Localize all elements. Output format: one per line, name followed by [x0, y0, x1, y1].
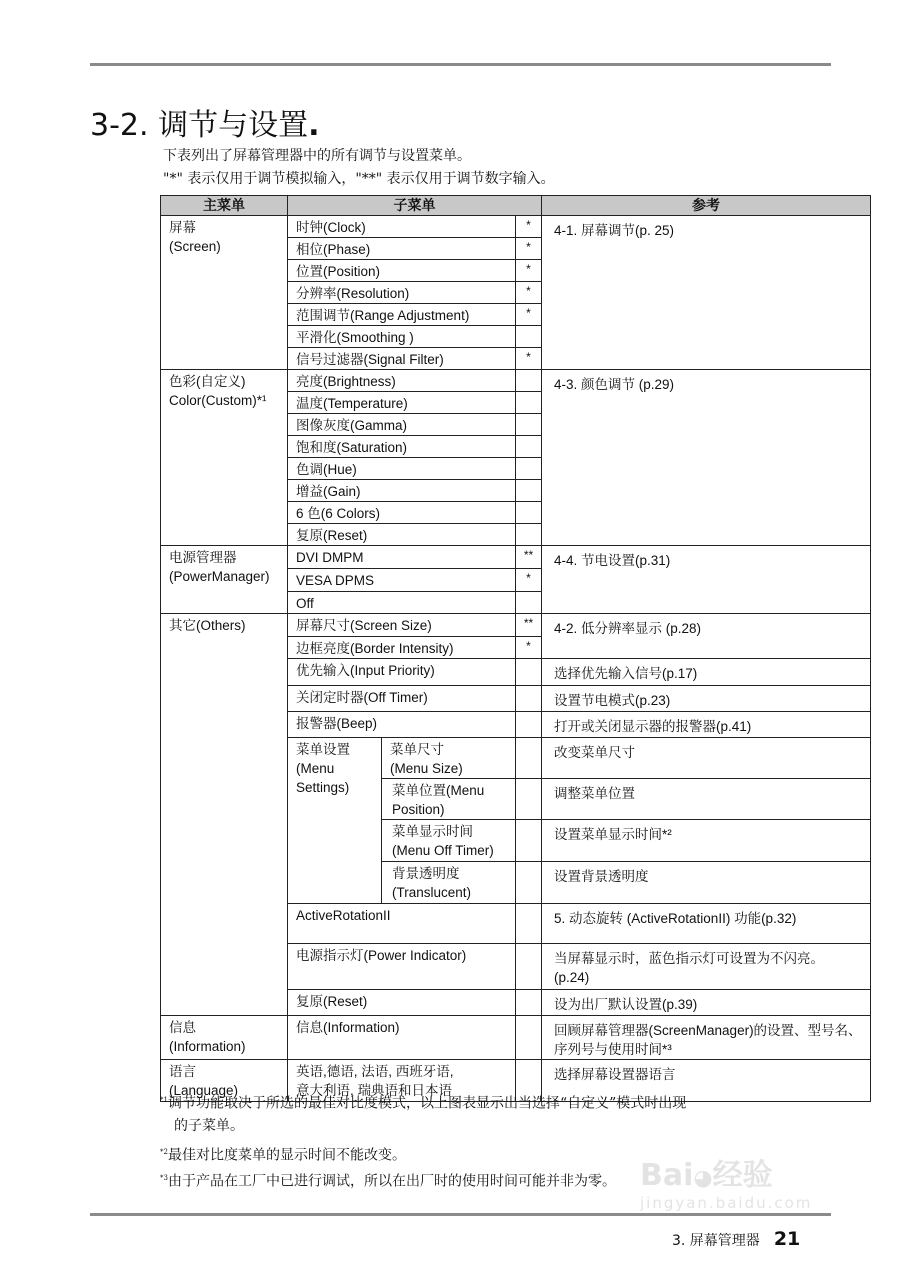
reference-cell: 选择优先输入信号(p.17) — [542, 659, 871, 686]
submenu-cell: 色调(Hue) — [288, 458, 516, 480]
submenu-cell: 复原(Reset) — [288, 990, 516, 1016]
reference-cell: 5. 动态旋转 (ActiveRotationII) 功能(p.32) — [542, 904, 871, 944]
input-type-marker — [516, 458, 542, 480]
submenu-cell: 相位(Phase) — [288, 238, 516, 260]
submenu-cell: 6 色(6 Colors) — [288, 502, 516, 524]
input-type-marker — [516, 436, 542, 458]
reference-cell: 设为出厂默认设置(p.39) — [542, 990, 871, 1016]
title-text: 3-2. 调节与设置 — [90, 108, 309, 143]
submenu-cell: 范围调节(Range Adjustment) — [288, 304, 516, 326]
reference-cell: 4-1. 屏幕调节(p. 25) — [542, 216, 871, 370]
main-menu-cell: 屏幕 (Screen) — [161, 216, 288, 370]
submenu-cell: 边框亮度(Border Intensity) — [288, 637, 516, 659]
input-type-marker — [516, 524, 542, 546]
submenu-cell: 电源指示灯(Power Indicator) — [288, 944, 516, 990]
input-type-marker — [516, 820, 542, 862]
submenu-cell: 背景透明度 (Translucent) — [382, 862, 516, 904]
footnote-mark: *1 — [160, 1096, 168, 1104]
input-type-marker: * — [516, 304, 542, 326]
input-type-marker: * — [516, 569, 542, 592]
title-dot: . — [308, 108, 320, 143]
intro-line-1: 下表列出了屏幕管理器中的所有调节与设置菜单。 — [163, 148, 471, 164]
bottom-rule — [90, 1213, 831, 1216]
section-title — [90, 100, 319, 144]
header-reference: 参考 — [542, 196, 871, 216]
top-rule — [90, 63, 831, 66]
input-type-marker — [516, 326, 542, 348]
input-type-marker — [516, 990, 542, 1016]
input-type-marker: * — [516, 282, 542, 304]
submenu-cell: VESA DPMS — [288, 569, 516, 592]
footnote-text: 由于产品在工厂中已进行调试，所以在出厂时的使用时间可能并非为零。 — [167, 1173, 616, 1190]
input-type-marker — [516, 944, 542, 990]
footnote-text-cont: 的子菜单。 — [174, 1117, 244, 1134]
header-main-menu: 主菜单 — [161, 196, 288, 216]
submenu-cell: Off — [288, 592, 516, 614]
page-footer — [672, 1228, 800, 1250]
submenu-cell: 英语,德语, 法语, 西班牙语, 意大利语, 瑞典语和日本语 — [288, 1060, 516, 1102]
table-row — [161, 216, 871, 238]
baidu-jingyan-watermark: Bai◕经验 jingyan.baidu.com — [640, 1158, 813, 1212]
submenu-cell: 饱和度(Saturation) — [288, 436, 516, 458]
reference-cell: 4-4. 节电设置(p.31) — [542, 546, 871, 614]
reference-cell: 当屏幕显示时，蓝色指示灯可设置为不闪亮。 (p.24) — [542, 944, 871, 990]
submenu-cell: 时钟(Clock) — [288, 216, 516, 238]
reference-cell: 回顾屏幕管理器(ScreenManager)的设置、型号名、序列号与使用时间*³ — [542, 1016, 871, 1060]
input-type-marker: ** — [516, 614, 542, 637]
input-type-marker — [516, 414, 542, 436]
submenu-cell: 信息(Information) — [288, 1016, 516, 1060]
submenu-cell: 屏幕尺寸(Screen Size) — [288, 614, 516, 637]
input-type-marker — [516, 779, 542, 820]
main-menu-cell: 电源管理器 (PowerManager) — [161, 546, 288, 614]
input-type-marker — [516, 1016, 542, 1060]
submenu-cell: 亮度(Brightness) — [288, 370, 516, 392]
footnote-2 — [160, 1141, 406, 1167]
input-type-marker — [516, 370, 542, 392]
footnote-text: 调节功能取决于所选的最佳对比度模式，以上图表显示出当选择“自定义”模式时出现 — [167, 1095, 687, 1112]
input-type-marker — [516, 480, 542, 502]
reference-cell: 打开或关闭显示器的报警器(p.41) — [542, 712, 871, 738]
header-submenu: 子菜单 — [288, 196, 542, 216]
main-menu-cell: 语言 (Language) — [161, 1060, 288, 1102]
input-type-marker — [516, 738, 542, 779]
footnote-mark: *2 — [160, 1148, 168, 1156]
input-type-marker — [516, 862, 542, 904]
footnote-mark: *3 — [160, 1174, 168, 1182]
submenu-cell: ActiveRotationII — [288, 904, 516, 944]
input-type-marker — [516, 392, 542, 414]
input-type-marker: * — [516, 348, 542, 370]
reference-cell: 4-2. 低分辨率显示 (p.28) — [542, 614, 871, 659]
reference-cell: 4-3. 颜色调节 (p.29) — [542, 370, 871, 546]
main-menu-cell: 色彩(自定义) Color(Custom)*¹ — [161, 370, 288, 546]
intro-line-2: "*" 表示仅用于调节模拟输入，"**" 表示仅用于调节数字输入。 — [163, 171, 555, 187]
table-row — [161, 546, 871, 569]
input-type-marker — [516, 712, 542, 738]
submenu-cell: 优先输入(Input Priority) — [288, 659, 516, 686]
reference-cell: 设置背景透明度 — [542, 862, 871, 904]
input-type-marker — [516, 686, 542, 712]
table-row — [161, 370, 871, 392]
submenu-cell: 关闭定时器(Off Timer) — [288, 686, 516, 712]
reference-cell: 选择屏幕设置器语言 — [542, 1060, 871, 1102]
reference-cell: 设置菜单显示时间*² — [542, 820, 871, 862]
submenu-cell: 报警器(Beep) — [288, 712, 516, 738]
submenu-parent-cell: 菜单设置 (Menu Settings) — [288, 738, 382, 904]
submenu-cell: 图像灰度(Gamma) — [288, 414, 516, 436]
main-menu-cell: 信息 (Information) — [161, 1016, 288, 1060]
reference-cell: 设置节电模式(p.23) — [542, 686, 871, 712]
input-type-marker: ** — [516, 546, 542, 569]
input-type-marker — [516, 502, 542, 524]
submenu-cell: 信号过滤器(Signal Filter) — [288, 348, 516, 370]
main-menu-cell: 其它(Others) — [161, 614, 288, 1016]
settings-menu-table — [160, 195, 871, 1102]
input-type-marker: * — [516, 238, 542, 260]
submenu-cell: 菜单位置(Menu Position) — [382, 779, 516, 820]
submenu-cell: 分辨率(Resolution) — [288, 282, 516, 304]
submenu-cell: 位置(Position) — [288, 260, 516, 282]
input-type-marker — [516, 659, 542, 686]
footer-section: 3. 屏幕管理器 — [672, 1233, 760, 1249]
table-row — [161, 614, 871, 637]
footnote-1 — [160, 1089, 686, 1137]
footnote-3 — [160, 1167, 616, 1193]
submenu-cell: 平滑化(Smoothing ) — [288, 326, 516, 348]
submenu-cell: 菜单显示时间 (Menu Off Timer) — [382, 820, 516, 862]
submenu-cell: 温度(Temperature) — [288, 392, 516, 414]
input-type-marker: * — [516, 260, 542, 282]
submenu-cell: 增益(Gain) — [288, 480, 516, 502]
submenu-cell: DVI DMPM — [288, 546, 516, 569]
reference-cell: 改变菜单尺寸 — [542, 738, 871, 779]
input-type-marker — [516, 592, 542, 614]
input-type-marker: * — [516, 637, 542, 659]
footnote-text: 最佳对比度菜单的显示时间不能改变。 — [167, 1147, 406, 1164]
reference-cell: 调整菜单位置 — [542, 779, 871, 820]
table-row — [161, 1016, 871, 1060]
page-number: 21 — [773, 1228, 801, 1250]
submenu-cell: 菜单尺寸 (Menu Size) — [382, 738, 516, 779]
input-type-marker — [516, 904, 542, 944]
submenu-cell: 复原(Reset) — [288, 524, 516, 546]
input-type-marker: * — [516, 216, 542, 238]
